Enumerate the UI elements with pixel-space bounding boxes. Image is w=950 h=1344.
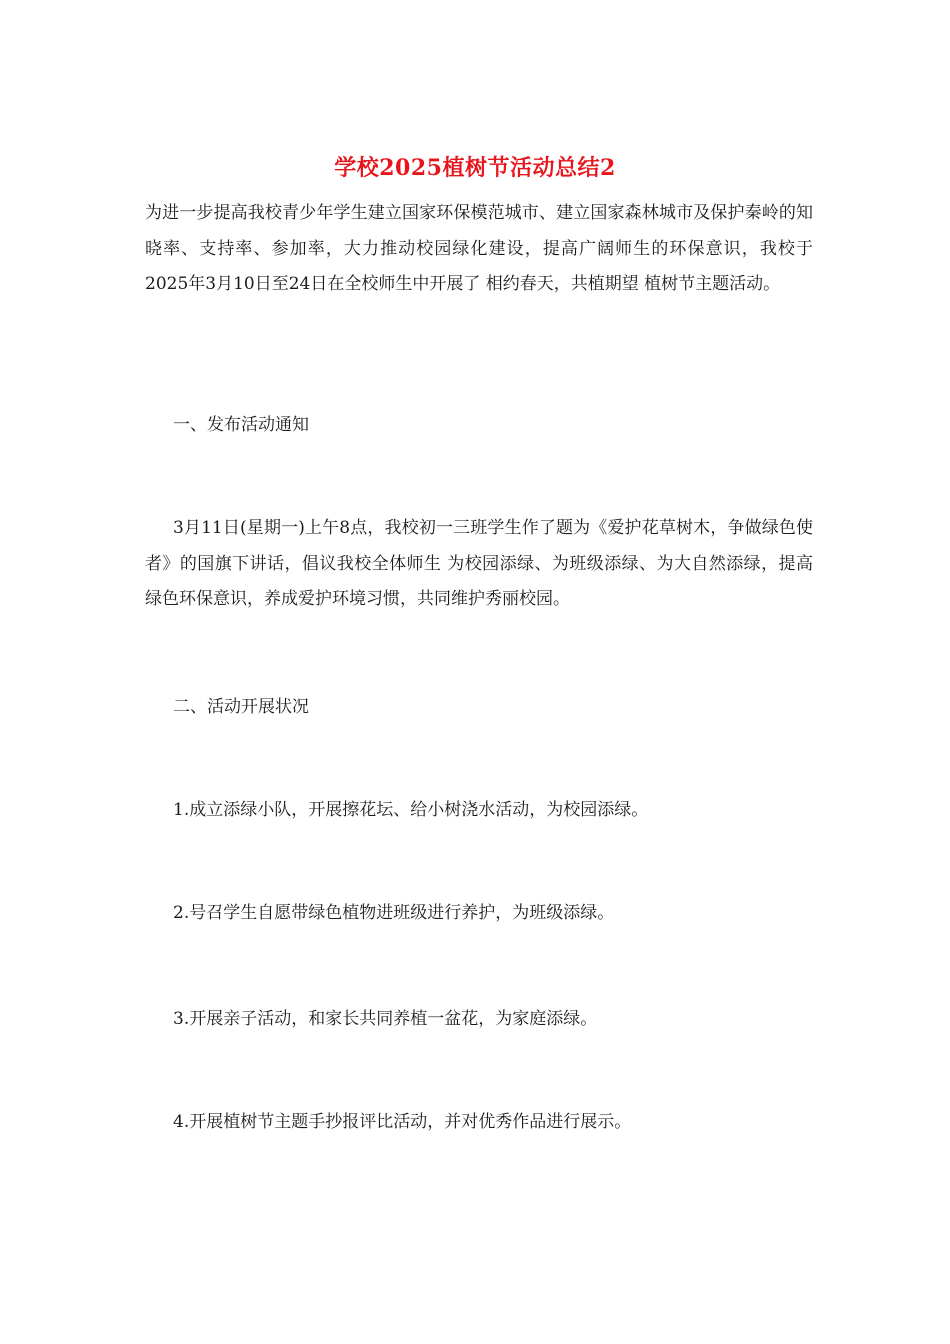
list-item: 1.成立添绿小队，开展擦花坛、给小树浇水活动，为校园添绿。 [173, 800, 649, 820]
section-heading-2: 二、活动开展状况 [173, 697, 309, 717]
document-title: 学校2025植树节活动总结2 [334, 155, 616, 181]
section-1-paragraph: 3月11日(星期一)上午8点，我校初一三班学生作了题为《爱护花草树木，争做绿色使者》的国旗下讲话，倡议我校全体师生 为校园添绿、为班级添绿、为大自然添绿，提高绿色环保意识，养成爱护环境习惯，共同维护秀丽校园。 [145, 518, 813, 609]
list-item: 4.开展植树节主题手抄报评比活动，并对优秀作品进行展示。 [173, 1112, 632, 1132]
list-item: 2.号召学生自愿带绿色植物进班级进行养护，为班级添绿。 [173, 903, 615, 923]
intro-paragraph: 为进一步提高我校青少年学生建立国家环保模范城市、建立国家森林城市及保护秦岭的知晓率、支持率、参加率，大力推动校园绿化建设，提高广阔师生的环保意识，我校于2025年3月10日至24日在全校师生中开展了 相约春天，共植期望 植树节主题活动。 [145, 203, 813, 294]
list-item: 3.开展亲子活动，和家长共同养植一盆花，为家庭添绿。 [173, 1009, 598, 1029]
section-heading-1: 一、发布活动通知 [173, 415, 309, 435]
